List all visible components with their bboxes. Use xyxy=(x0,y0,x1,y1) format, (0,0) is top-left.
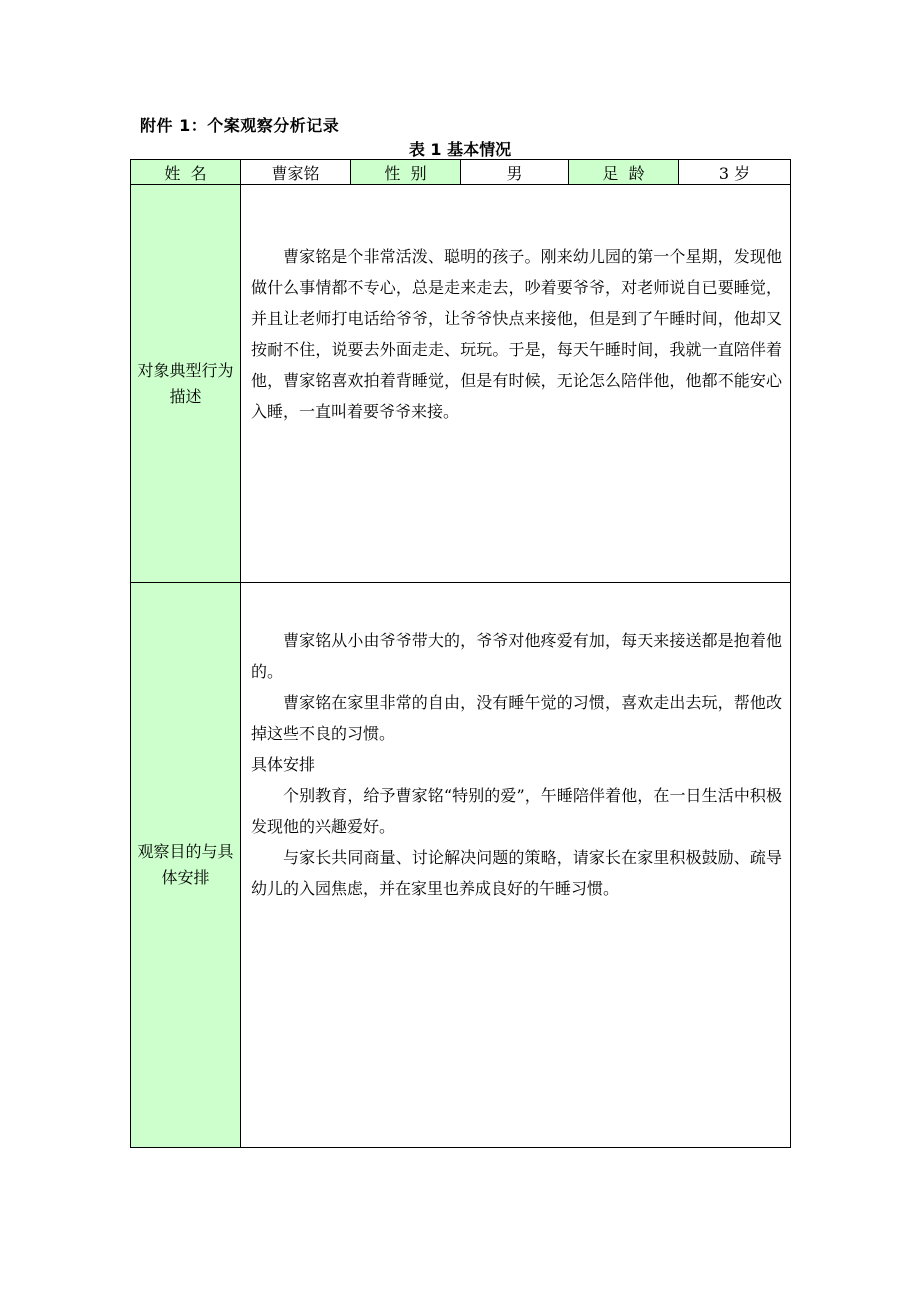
arrangement-content xyxy=(241,583,791,1148)
gender-value: 男 xyxy=(461,160,569,185)
arrangement-subheading: 具体安排 xyxy=(251,755,316,774)
behavior-label: 对象典型行为描述 xyxy=(131,185,241,583)
table-title: 表 1 基本情况 xyxy=(408,140,512,159)
name-value: 曹家铭 xyxy=(241,160,351,185)
document-heading: 附件 1：个案观察分析记录 xyxy=(140,116,340,135)
arrangement-paragraph-1: 曹家铭从小由爷爷带大的，爷爷对他疼爱有加，每天来接送都是抱着他的。 xyxy=(251,631,782,681)
arrangement-label: 观察目的与具体安排 xyxy=(131,583,241,1148)
gender-label: 性 别 xyxy=(351,160,461,185)
age-value: 3 岁 xyxy=(679,160,791,185)
behavior-row xyxy=(131,185,791,583)
arrangement-paragraph-2: 曹家铭在家里非常的自由，没有睡午觉的习惯，喜欢走出去玩，帮他改掉这些不良的习惯。 xyxy=(251,693,782,743)
age-label: 足 龄 xyxy=(569,160,679,185)
arrangement-paragraph-3: 个别教育，给予曹家铭“特别的爱”，午睡陪伴着他，在一日生活中积极发现他的兴趣爱好。 xyxy=(251,786,782,836)
arrangement-paragraph-4: 与家长共同商量、讨论解决问题的策略，请家长在家里积极鼓励、疏导幼儿的入园焦虑，并在家里也养成良好的午睡习惯。 xyxy=(251,848,782,898)
basic-info-table xyxy=(130,159,791,1148)
table-header-row xyxy=(131,160,791,185)
behavior-paragraph: 曹家铭是个非常活泼、聪明的孩子。刚来幼儿园的第一个星期，发现他做什么事情都不专心，总是走来走去，吵着要爷爷，对老师说自已要睡觉，并且让老师打电话给爷爷，让爷爷快点来接他，但是到了午睡时间，他却又按耐不住，说要去外面走走、玩玩。于是，每天午睡时间，我就一直陪伴着他，曹家铭喜欢拍着背睡觉，但是有时候，无论怎么陪伴他，他都不能安心入睡，一直叫着要爷爷来接。 xyxy=(251,247,782,421)
behavior-content xyxy=(241,185,791,583)
arrangement-row xyxy=(131,583,791,1148)
name-label: 姓 名 xyxy=(131,160,241,185)
